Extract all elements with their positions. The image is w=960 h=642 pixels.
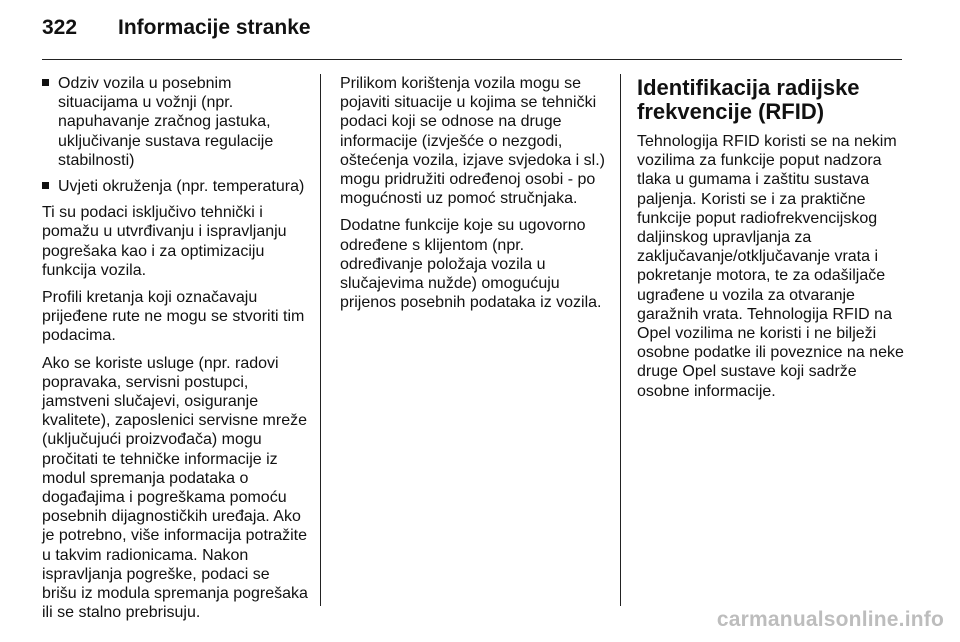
paragraph: Dodatne funkcije koje su ugovorno određene s klijentom (npr. određivanje položaja vozila u slučajevima nužde) omogućuju prijenos posebnih podataka iz vozila. [340, 217, 602, 312]
paragraph: Tehnologija RFID koristi se na nekim vozilima za funkcije poput nadzora tlaka u gumama i zaštitu sustava paljenja. Koristi se i za praktične funkcije poput radiofrekvencijskog daljinskog upravljanja za zaključavanje/otključavanje vrata i pokretanje motora, te za odašiljače ugrađene u vozila za otvaranje garažnih vrata. Tehnologija RFID na Opel vozilima ne koristi i ne bilježi osobne podatke ili poveznice na neke druge Opel sustave koji sadrže osobne informacije. [637, 133, 904, 400]
paragraph: Profili kretanja koji označavaju prijeđene rute ne mogu se stvoriti tim podacima. [42, 289, 305, 345]
column-divider [620, 74, 621, 606]
bullet-text: Odziv vozila u posebnim situacijama u vožnji (npr. napuhavanje zračnog jastuka, uključivanje sustava regulacije stabilnosti) [58, 75, 274, 169]
rfid-heading: Identifikacija radijske frekvencije (RFID) [637, 75, 860, 124]
column-2 [340, 74, 608, 320]
column-divider [320, 74, 321, 606]
watermark: carmanualsonline.info [716, 608, 944, 631]
header-divider [42, 59, 902, 60]
bullet-item [42, 74, 308, 170]
bullet-text: Uvjeti okruženja (npr. temperatura) [58, 178, 305, 196]
section-title: Informacije stranke [118, 16, 311, 39]
paragraph: Ti su podaci isključivo tehnički i pomažu u utvrđivanju i ispravljanju pogrešaka kao i za optimizaciju funkcija vozila. [42, 204, 287, 279]
square-bullet-icon [42, 182, 49, 189]
bullet-item [42, 177, 308, 196]
paragraph: Ako se koriste usluge (npr. radovi popravaka, servisni postupci, jamstveni slučajevi, osiguranje kvalitete), zaposlenici servisne mreže (uključujući proizvođača) mogu pročitati te tehničke informacije iz modul spremanja podataka o događajima i pogreškama pomoću posebnih dijagnostičkih uređaja. Ako je potrebno, više informacija potražite u takvim radionicama. Nakon ispravljanja pogreške, podaci se brišu iz modula spremanja pogrešaka ili se stalno prebrisuju. [42, 354, 308, 622]
column-1 [42, 74, 308, 630]
page-header [42, 16, 311, 46]
paragraph: Prilikom korištenja vozila mogu se pojaviti situacije u kojima se tehnički podaci koji se odnose na druge informacije (izvješće o nezgodi, oštećenja vozila, izjave svjedoka i sl.) mogu pridružiti određenoj osobi - po mogućnosti uz pomoć stručnjaka. [340, 75, 606, 208]
page-number: 322 [42, 16, 78, 39]
square-bullet-icon [42, 79, 49, 86]
column-3 [637, 74, 907, 409]
